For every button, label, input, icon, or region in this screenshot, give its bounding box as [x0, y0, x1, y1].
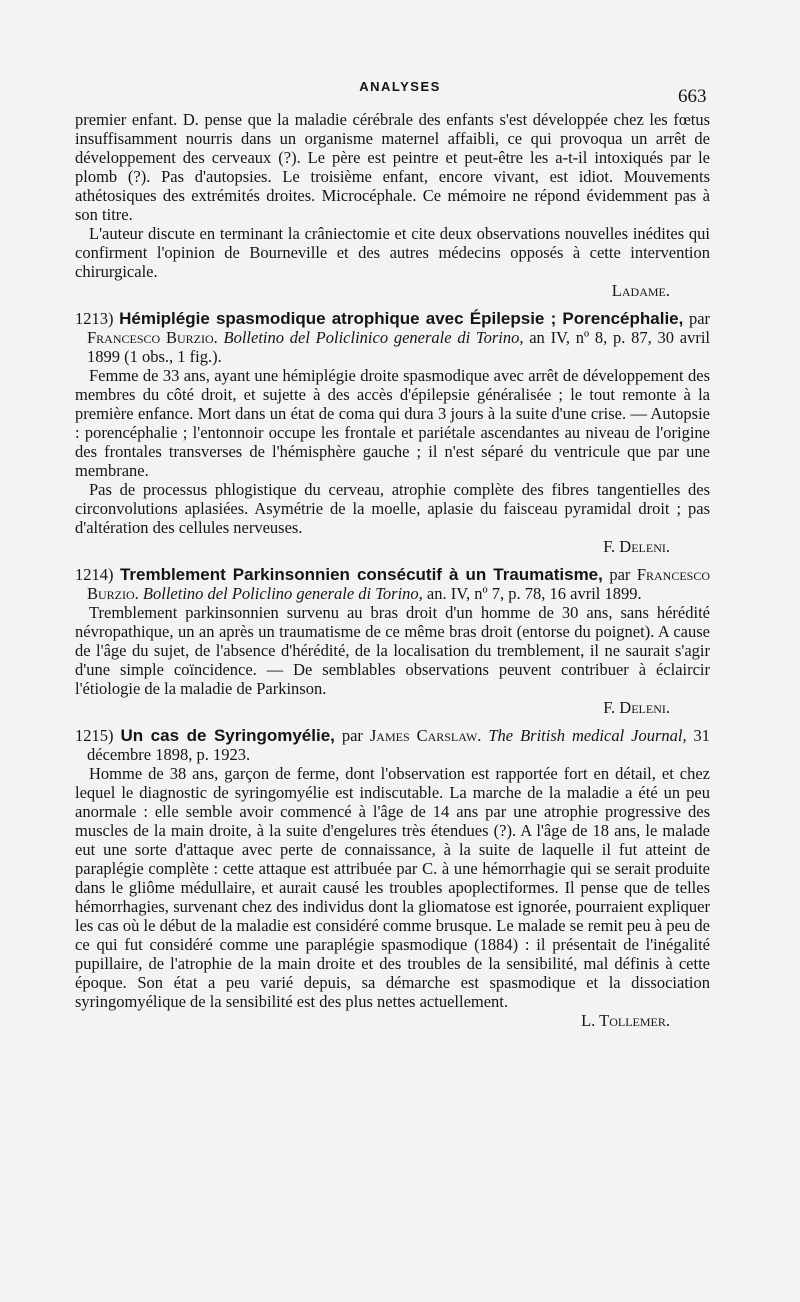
- abstract-entry: [75, 565, 710, 717]
- intro-paragraph: L'auteur discute en terminant la crâniectomie et cite deux observations nouvelles inédites qui confirment l'opinion de Bourneville et des autres médecins opposés à cette intervention chirurgicale.: [75, 224, 710, 281]
- entry-title: Un cas de Syringomyélie,: [120, 726, 335, 745]
- entry-title: Hémiplégie spasmodique atrophique avec Épilepsie ; Porencéphalie,: [119, 309, 684, 328]
- entry-heading: [75, 565, 710, 603]
- entry-citation: an IV, nº 8, p. 87, 30 avril 1899 (1 obs., 1 fig.).: [87, 328, 711, 366]
- entry-author: Francesco Burzio.: [87, 328, 218, 347]
- entry-paragraph: Pas de processus phlogistique du cerveau, atrophie complète des fibres tangentielles des circonvolutions aplasiées. Asymétrie de la moelle, aplasie du faisceau pyramidal droit ; pas d'altération des cellules nerveuses.: [75, 480, 710, 537]
- entry-paragraph: Femme de 33 ans, ayant une hémiplégie droite spasmodique avec arrêt de développement des membres du côté droit, et sujette à des accès d'épilepsie généralisée ; le tout remonte à la première enfance. Mort dans un état de coma qui dura 3 jours à la suite d'une crise. — Autopsie : porencéphalie ; l'entonnoir occupe les frontale et pariétale ascendantes au niveau de l'origine des frontales transverses de l'hémisphère gauche ; il n'est séparé du ventricule que par une membrane.: [75, 366, 710, 480]
- entry-number: 1214): [75, 565, 114, 584]
- abstract-entry: [75, 309, 710, 556]
- signature: L. Tollemer.: [581, 1011, 670, 1030]
- entry-author: Francesco Burzio.: [87, 565, 711, 603]
- signature: F. Deleni.: [603, 698, 670, 717]
- abstract-entry: [75, 726, 710, 1030]
- entry-by: par: [341, 726, 363, 745]
- entry-journal: Bolletino del Policlino generale di Torino,: [142, 584, 423, 603]
- entry-paragraph: Homme de 38 ans, garçon de ferme, dont l'observation est rapportée fort en détail, et chez lequel le diagnostic de syringomyélie est indiscutable. La marche de la maladie a été un peu anormale : elle semble avoir commencé à l'âge de 14 ans par une atrophie progressive des muscles de la main droite, à la suite d'engelures très étendues (?). A l'âge de 18 ans, le malade eut une sorte d'attaque avec perte de connaissance, à la suite de laquelle il fut atteint de paraplégie complète : cette attaque est attribuée par C. à une hémorrhagie qui se serait produite dans le gliôme médullaire, et aurait causé les troubles apoplectiformes. Il pense que de telles hémorrhagies, survenant chez des individus dont la gliomatose est ignorée, pourraient expliquer les cas où le début de la maladie est considéré comme brusque. Le malade se remit peu à peu de ce qui fut considéré comme une paraplégie spasmodique (1884) : il présentait de l'inégalité pupillaire, de l'atrophie de la main droite et des troubles de la sensibilité, mal définis à cette époque. Son état a peu varié depuis, sa démarche est spasmodique et la dissociation syringomyélique de la sensibilité est des plus nettes actuellement.: [75, 764, 710, 1011]
- entry-journal: Bolletino del Policlinico generale di Torino,: [223, 328, 524, 347]
- signature: Ladame.: [611, 281, 670, 300]
- entry-number: 1213): [75, 309, 114, 328]
- entry-citation: 31 décembre 1898, p. 1923.: [87, 726, 711, 764]
- page-body: [75, 110, 710, 1030]
- entry-title: Tremblement Parkinsonnien consécutif à un Traumatisme,: [119, 565, 603, 584]
- entry-by: par: [609, 565, 631, 584]
- running-title: ANALYSES: [359, 79, 441, 94]
- entry-heading: [75, 726, 710, 764]
- entry-paragraph: Tremblement parkinsonnien survenu au bras droit d'un homme de 30 ans, sans hérédité névropathique, un an après un traumatisme de ce même bras droit (entorse du poignet). A cause de l'âge du sujet, de l'absence d'hérédité, de la localisation du tremblement, il ne saurait s'agir d'une simple coïncidence. — De semblables observations peuvent contribuer à éclaircir l'étiologie de la maladie de Parkinson.: [75, 603, 710, 698]
- entry-by: par: [688, 309, 711, 328]
- entry-citation: an. IV, nº 7, p. 78, 16 avril 1899.: [426, 584, 642, 603]
- entry-author: James Carslaw.: [369, 726, 482, 745]
- intro-paragraph: premier enfant. D. pense que la maladie cérébrale des enfants s'est développée chez les fœtus insuffisamment nourris dans un organisme maternel affaibli, ce qui provoqua un arrêt de développement des cerveaux (?). Le père est peintre et peut-être les a-t-il intoxiqués par le plomb (?). Pas d'autopsies. Le troisième enfant, encore vivant, est idiot. Mouvements athétosiques des extrémités droites. Microcéphale. Ce mémoire ne répond évidemment pas à son titre.: [75, 110, 710, 224]
- page-number: 663: [678, 86, 707, 107]
- entry-journal: The British medical Journal,: [488, 726, 687, 745]
- signature: F. Deleni.: [603, 537, 670, 556]
- entry-number: 1215): [75, 726, 114, 745]
- entry-heading: [75, 309, 710, 366]
